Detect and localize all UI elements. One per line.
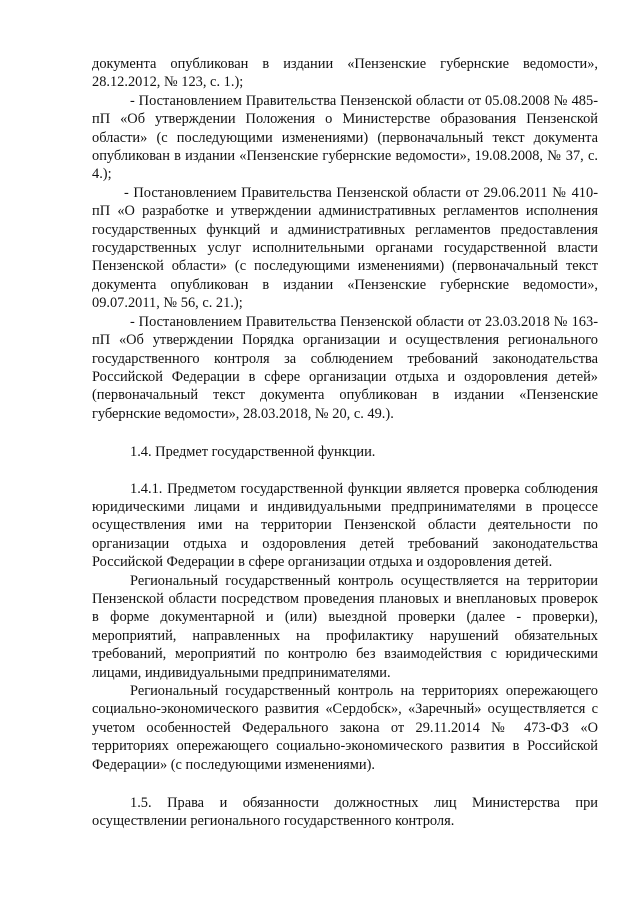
section-heading-1-4: 1.4. Предмет государственной функции. bbox=[130, 444, 376, 461]
paragraph-decree-485: - Постановлением Правительства Пензенской области от 05.08.2008 № 485-пП «Об утверждении Положения о Министерстве образования Пензенской области» (с последующими изменениями) (первоначальный текст документа опубликован в издании «Пензенские губернские ведомости», 19.08.2008, № 37, с. 4.); bbox=[92, 92, 598, 183]
paragraph-1-4-1: 1.4.1. Предметом государственной функции является проверка соблюдения юридическими лицами и индивидуальными предпринимателями в процессе осуществления ими на территории Пензенской области деятельности по организации отдыха и оздоровления детей требований законодательства Российской Федерации в сфере организации отдыха и оздоровления детей. bbox=[92, 480, 598, 571]
document-page bbox=[92, 55, 598, 831]
paragraph-decree-410: - Постановлением Правительства Пензенской области от 29.06.2011 № 410-пП «О разработке и утверждении административных регламентов исполнения государственных функций и административных регламентов предоставления государственных услуг исполнительными органами государственной власти Пензенской области» (с последующими изменениями) (первоначальный текст документа опубликован в издании «Пензенские губернские ведомости», 09.07.2011, № 56, с. 21.); bbox=[92, 184, 598, 312]
paragraph-decree-163: - Постановлением Правительства Пензенской области от 23.03.2018 № 163-пП «Об утверждении Порядка организации и осуществления регионального государственного контроля за соблюдением требований законодательства Российской Федерации в сфере организации отдыха и оздоровления детей» (первоначальный текст документа опубликован в издании «Пензенские губернские ведомости», 28.03.2018, № 20, с. 49.). bbox=[92, 313, 598, 422]
section-heading-1-5: 1.5. Права и обязанности должностных лиц Министерства при осуществлении регионального государственного контроля. bbox=[92, 795, 598, 830]
paragraph-priority-territories: Региональный государственный контроль на территориях опережающего социально-экономического развития «Сердобск», «Заречный» осуществляется с учетом особенностей Федерального закона от 29.11.2014 № 473-ФЗ «О территориях опережающего социально-экономического развития в Российской Федерации» (с последующими изменениями). bbox=[92, 683, 598, 773]
paragraph-continuation: документа опубликован в издании «Пензенские губернские ведомости», 28.12.2012, № 123, с. 1.); bbox=[92, 56, 598, 91]
paragraph-regional-control: Региональный государственный контроль осуществляется на территории Пензенской области посредством проведения плановых и внеплановых проверок в форме документарной и (или) выездной проверки (далее - проверки), мероприятий, направленных на профилактику нарушений обязательных требований, мероприятий по контролю без взаимодействия с юридическими лицами, индивидуальными предпринимателями. bbox=[92, 572, 598, 681]
